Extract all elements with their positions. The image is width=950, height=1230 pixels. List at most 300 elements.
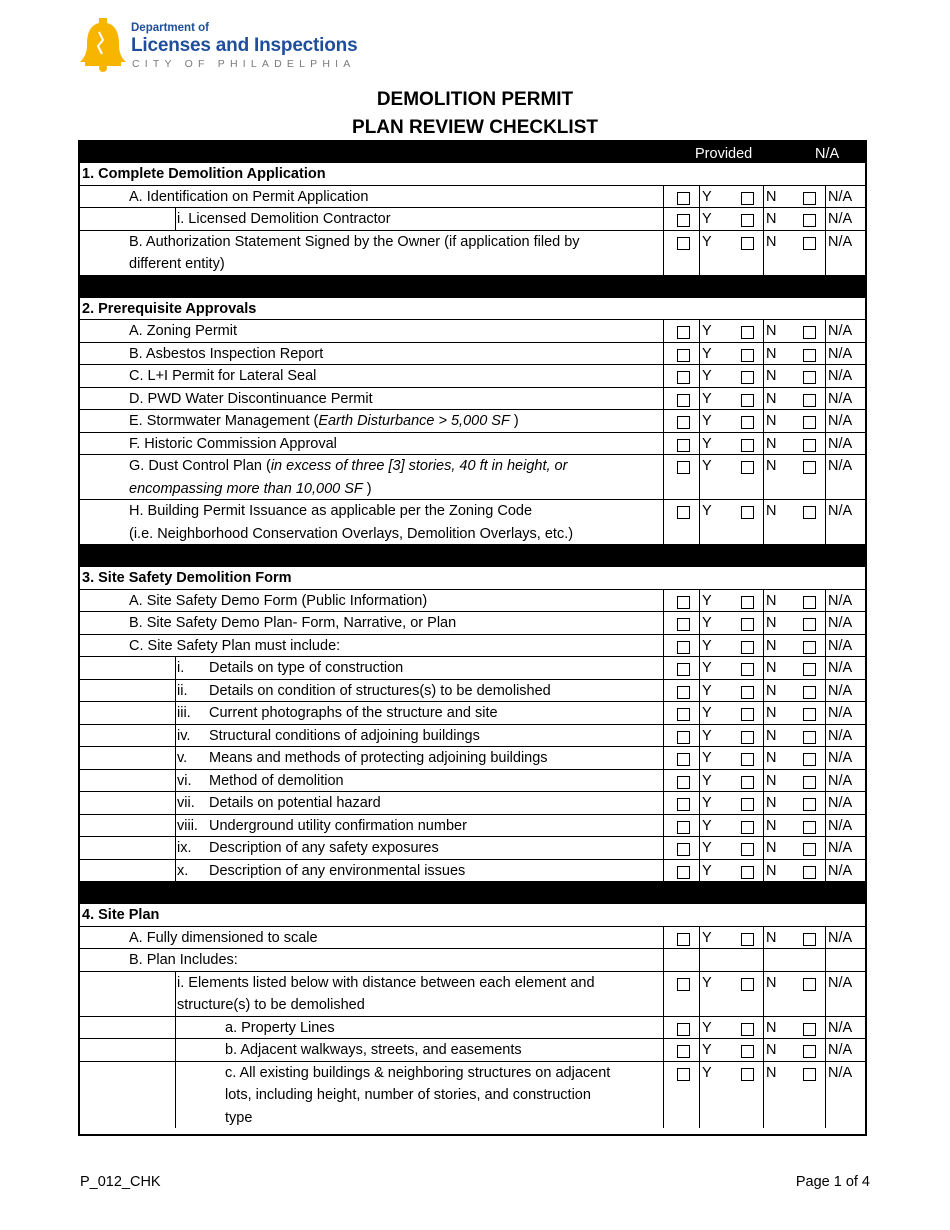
table-header xyxy=(80,142,865,162)
item-text: different entity) xyxy=(129,256,225,272)
checkbox-y[interactable] xyxy=(677,1045,690,1058)
column-rule xyxy=(699,971,700,1016)
checklist-item xyxy=(80,185,865,209)
column-rule xyxy=(825,971,826,1016)
item-text: Details on type of construction xyxy=(209,660,404,676)
checkbox-n[interactable] xyxy=(741,416,754,429)
checkbox-y[interactable] xyxy=(677,1023,690,1036)
checkbox-y[interactable] xyxy=(677,708,690,721)
checkbox-na[interactable] xyxy=(803,461,816,474)
checkbox-n[interactable] xyxy=(741,439,754,452)
column-rule xyxy=(763,769,764,792)
checkbox-y[interactable] xyxy=(677,416,690,429)
column-rule xyxy=(825,319,826,342)
column-rule xyxy=(699,589,700,612)
choice-label-n: N xyxy=(766,390,777,407)
choice-label-n: N xyxy=(766,458,777,474)
column-rule xyxy=(175,656,176,679)
choice-label-na: N/A xyxy=(828,1064,853,1081)
choice-label-n: N xyxy=(766,1019,777,1036)
checkbox-na[interactable] xyxy=(803,753,816,766)
choice-label-n: N xyxy=(766,413,777,429)
section-title: 1. Complete Demolition Application xyxy=(82,166,326,182)
choice-label-y: Y xyxy=(702,413,712,429)
checkbox-na[interactable] xyxy=(803,641,816,654)
checklist-item xyxy=(80,634,865,658)
item-text: Details on condition of structures(s) to be demolished xyxy=(209,682,551,699)
choice-label-na: N/A xyxy=(828,503,853,519)
choice-label-n: N xyxy=(766,817,777,834)
column-rule xyxy=(175,971,176,1016)
column-rule xyxy=(699,724,700,747)
checkbox-na[interactable] xyxy=(803,798,816,811)
choice-label-y: Y xyxy=(702,750,712,766)
choice-label-na: N/A xyxy=(828,660,853,676)
checkbox-y[interactable] xyxy=(677,349,690,362)
column-rule xyxy=(763,656,764,679)
checkbox-n[interactable] xyxy=(741,1045,754,1058)
column-rule xyxy=(663,814,664,837)
checkbox-na[interactable] xyxy=(803,686,816,699)
choice-label-na: N/A xyxy=(828,413,853,429)
choice-label-n: N xyxy=(766,862,777,879)
column-rule xyxy=(699,1016,700,1039)
choice-label-na: N/A xyxy=(828,862,853,879)
choice-label-na: N/A xyxy=(828,211,853,227)
checkbox-na[interactable] xyxy=(803,439,816,452)
column-rule xyxy=(699,634,700,657)
choice-label-n: N xyxy=(766,323,777,339)
checkbox-na[interactable] xyxy=(803,618,816,631)
checkbox-y[interactable] xyxy=(677,596,690,609)
liberty-bell-icon xyxy=(79,14,129,72)
item-text: A. Site Safety Demo Form (Public Information) xyxy=(129,592,428,609)
checkbox-y[interactable] xyxy=(677,933,690,946)
item-number: ix. xyxy=(177,840,192,856)
checkbox-na[interactable] xyxy=(803,708,816,721)
choice-label-y: Y xyxy=(702,1042,712,1058)
checkbox-n[interactable] xyxy=(741,798,754,811)
checkbox-n[interactable] xyxy=(741,776,754,789)
checkbox-y[interactable] xyxy=(677,753,690,766)
column-rule xyxy=(663,724,664,747)
choice-label-n: N xyxy=(766,727,777,744)
checklist-item xyxy=(80,948,865,972)
checkbox-n[interactable] xyxy=(741,821,754,834)
column-rule xyxy=(825,185,826,208)
checkbox-y[interactable] xyxy=(677,618,690,631)
item-text: Current photographs of the structure and site xyxy=(209,705,498,721)
column-rule xyxy=(763,499,764,544)
checklist-item xyxy=(80,499,865,545)
choice-label-y: Y xyxy=(702,435,712,452)
item-text: Structural conditions of adjoining buildings xyxy=(209,727,480,744)
column-rule xyxy=(175,814,176,837)
column-rule xyxy=(763,207,764,230)
checkbox-n[interactable] xyxy=(741,866,754,879)
checkbox-na[interactable] xyxy=(803,237,816,250)
checkbox-y[interactable] xyxy=(677,1068,690,1081)
checkbox-y[interactable] xyxy=(677,798,690,811)
column-rule xyxy=(699,1061,700,1129)
checkbox-n[interactable] xyxy=(741,686,754,699)
column-rule xyxy=(825,679,826,702)
column-rule xyxy=(175,746,176,769)
column-rule xyxy=(175,769,176,792)
choice-label-y: Y xyxy=(702,390,712,407)
checkbox-n[interactable] xyxy=(741,371,754,384)
choice-label-na: N/A xyxy=(828,817,853,834)
checkbox-y[interactable] xyxy=(677,461,690,474)
column-rule xyxy=(663,432,664,455)
checklist-item xyxy=(80,656,865,680)
checkbox-n[interactable] xyxy=(741,933,754,946)
choice-label-na: N/A xyxy=(828,750,853,766)
choice-label-y: Y xyxy=(702,929,712,946)
column-rule xyxy=(663,1016,664,1039)
choice-label-y: Y xyxy=(702,323,712,339)
column-rule xyxy=(663,185,664,208)
checklist-item xyxy=(80,1016,865,1040)
checkbox-n[interactable] xyxy=(741,349,754,362)
column-rule xyxy=(763,724,764,747)
checkbox-na[interactable] xyxy=(803,731,816,744)
column-rule xyxy=(699,319,700,342)
checkbox-y[interactable] xyxy=(677,214,690,227)
column-rule xyxy=(699,679,700,702)
item-text: c. All existing buildings & neighboring structures on adjacent xyxy=(225,1064,611,1081)
column-rule xyxy=(699,746,700,769)
checklist-item xyxy=(80,859,865,883)
column-rule xyxy=(663,319,664,342)
column-rule xyxy=(825,364,826,387)
item-text: A. Fully dimensioned to scale xyxy=(129,929,318,946)
item-text: a. Property Lines xyxy=(225,1019,335,1036)
column-rule xyxy=(175,207,176,230)
checkbox-n[interactable] xyxy=(741,708,754,721)
column-rule xyxy=(175,701,176,724)
checkbox-n[interactable] xyxy=(741,731,754,744)
choice-label-n: N xyxy=(766,750,777,766)
choice-label-y: Y xyxy=(702,727,712,744)
checkbox-n[interactable] xyxy=(741,192,754,205)
column-rule xyxy=(825,1061,826,1129)
item-text: C. Site Safety Plan must include: xyxy=(129,637,341,654)
checkbox-y[interactable] xyxy=(677,641,690,654)
checkbox-na[interactable] xyxy=(803,394,816,407)
item-text: encompassing more than 10,000 SF ) xyxy=(129,480,372,497)
column-rule xyxy=(663,701,664,724)
checklist-item xyxy=(80,1061,865,1130)
column-rule xyxy=(763,387,764,410)
checkbox-y[interactable] xyxy=(677,731,690,744)
checkbox-n[interactable] xyxy=(741,663,754,676)
section-heading xyxy=(80,903,865,927)
checkbox-na[interactable] xyxy=(803,371,816,384)
choice-label-y: Y xyxy=(702,637,712,654)
section-title: 2. Prerequisite Approvals xyxy=(82,300,257,317)
checkbox-n[interactable] xyxy=(741,214,754,227)
item-text: F. Historic Commission Approval xyxy=(129,435,337,452)
column-rule xyxy=(699,499,700,544)
header-provided: Provided xyxy=(695,146,753,162)
column-rule xyxy=(825,432,826,455)
checkbox-y[interactable] xyxy=(677,866,690,879)
section-heading xyxy=(80,566,865,590)
column-rule xyxy=(663,611,664,634)
checkbox-y[interactable] xyxy=(677,506,690,519)
checkbox-n[interactable] xyxy=(741,326,754,339)
item-text: H. Building Permit Issuance as applicable per the Zoning Code xyxy=(129,503,533,519)
checklist-item xyxy=(80,432,865,456)
checkbox-na[interactable] xyxy=(803,326,816,339)
column-rule xyxy=(175,836,176,859)
choice-label-y: Y xyxy=(702,1019,712,1036)
choice-label-n: N xyxy=(766,705,777,721)
checklist-item xyxy=(80,409,865,433)
choice-label-y: Y xyxy=(702,211,712,227)
checklist-item xyxy=(80,611,865,635)
choice-label-n: N xyxy=(766,1042,777,1058)
section-divider xyxy=(80,544,865,566)
choice-label-na: N/A xyxy=(828,390,853,407)
checkbox-n[interactable] xyxy=(741,237,754,250)
choice-label-na: N/A xyxy=(828,368,853,384)
column-rule xyxy=(663,454,664,499)
section-divider xyxy=(80,881,865,903)
column-rule xyxy=(763,1061,764,1129)
logo-dept-label: Department of xyxy=(131,22,209,34)
column-rule xyxy=(763,611,764,634)
column-rule xyxy=(825,387,826,410)
checkbox-n[interactable] xyxy=(741,843,754,856)
checklist-item xyxy=(80,724,865,748)
checkbox-y[interactable] xyxy=(677,821,690,834)
checkbox-na[interactable] xyxy=(803,1045,816,1058)
checkbox-n[interactable] xyxy=(741,596,754,609)
choice-label-n: N xyxy=(766,592,777,609)
item-text: B. Site Safety Demo Plan- Form, Narrative, or Plan xyxy=(129,615,457,631)
column-rule xyxy=(825,230,826,275)
checklist-item xyxy=(80,791,865,815)
logo-dept-name: Licenses and Inspections xyxy=(131,35,358,56)
choice-label-n: N xyxy=(766,503,777,519)
column-rule xyxy=(825,701,826,724)
column-rule xyxy=(763,319,764,342)
column-rule xyxy=(663,971,664,1016)
checkbox-n[interactable] xyxy=(741,506,754,519)
checkbox-y[interactable] xyxy=(677,776,690,789)
item-number: v. xyxy=(177,750,188,766)
checklist-item xyxy=(80,679,865,703)
column-rule xyxy=(763,185,764,208)
choice-label-n: N xyxy=(766,1064,777,1081)
checklist-item xyxy=(80,746,865,770)
column-rule xyxy=(699,656,700,679)
column-rule xyxy=(663,207,664,230)
checklist-item xyxy=(80,769,865,793)
checkbox-na[interactable] xyxy=(803,843,816,856)
column-rule xyxy=(663,499,664,544)
column-rule xyxy=(699,769,700,792)
item-text: D. PWD Water Discontinuance Permit xyxy=(129,390,373,407)
checkbox-na[interactable] xyxy=(803,978,816,991)
checkbox-na[interactable] xyxy=(803,596,816,609)
checkbox-na[interactable] xyxy=(803,506,816,519)
column-rule xyxy=(825,454,826,499)
choice-label-y: Y xyxy=(702,615,712,631)
checklist-item xyxy=(80,926,865,950)
checkbox-y[interactable] xyxy=(677,326,690,339)
checkbox-n[interactable] xyxy=(741,753,754,766)
column-rule xyxy=(763,701,764,724)
form-id: P_012_CHK xyxy=(80,1174,161,1190)
checkbox-y[interactable] xyxy=(677,978,690,991)
column-rule xyxy=(175,859,176,882)
item-text: A. Identification on Permit Application xyxy=(129,188,369,205)
column-rule xyxy=(663,1038,664,1061)
checkbox-na[interactable] xyxy=(803,663,816,676)
item-text: A. Zoning Permit xyxy=(129,323,237,339)
choice-label-y: Y xyxy=(702,592,712,609)
checkbox-y[interactable] xyxy=(677,394,690,407)
item-text: G. Dust Control Plan (in excess of three [3] stories, 40 ft in height, or xyxy=(129,458,568,474)
checkbox-n[interactable] xyxy=(741,394,754,407)
column-rule xyxy=(825,499,826,544)
choice-label-n: N xyxy=(766,233,777,250)
form-subtitle: PLAN REVIEW CHECKLIST xyxy=(352,117,598,138)
column-rule xyxy=(663,409,664,432)
choice-label-na: N/A xyxy=(828,615,853,631)
choice-label-na: N/A xyxy=(828,727,853,744)
column-rule xyxy=(699,342,700,365)
choice-label-na: N/A xyxy=(828,840,853,856)
checkbox-na[interactable] xyxy=(803,933,816,946)
column-rule xyxy=(663,859,664,882)
checkbox-y[interactable] xyxy=(677,371,690,384)
choice-label-y: Y xyxy=(702,772,712,789)
checkbox-na[interactable] xyxy=(803,416,816,429)
column-rule xyxy=(763,971,764,1016)
choice-label-na: N/A xyxy=(828,458,853,474)
column-rule xyxy=(825,791,826,814)
item-text: lots, including height, number of stories, and construction xyxy=(225,1087,591,1103)
item-number: ii. xyxy=(177,682,188,699)
column-rule xyxy=(825,589,826,612)
form-title: DEMOLITION PERMIT xyxy=(376,89,574,110)
checkbox-na[interactable] xyxy=(803,1023,816,1036)
checklist-item xyxy=(80,814,865,838)
item-text: Details on potential hazard xyxy=(209,795,381,811)
column-rule xyxy=(763,634,764,657)
column-rule xyxy=(825,814,826,837)
choice-label-na: N/A xyxy=(828,1042,853,1058)
checkbox-na[interactable] xyxy=(803,776,816,789)
column-rule xyxy=(699,364,700,387)
checkbox-y[interactable] xyxy=(677,237,690,250)
item-text: B. Plan Includes: xyxy=(129,952,238,968)
checkbox-na[interactable] xyxy=(803,192,816,205)
column-rule xyxy=(663,230,664,275)
column-rule xyxy=(763,230,764,275)
item-number: iv. xyxy=(177,727,191,744)
column-rule xyxy=(175,679,176,702)
column-rule xyxy=(825,611,826,634)
checkbox-n[interactable] xyxy=(741,978,754,991)
section-title: 3. Site Safety Demolition Form xyxy=(82,570,292,586)
choice-label-na: N/A xyxy=(828,772,853,789)
column-rule xyxy=(699,185,700,208)
item-number: viii. xyxy=(177,817,198,834)
checkbox-n[interactable] xyxy=(741,1023,754,1036)
checkbox-y[interactable] xyxy=(677,843,690,856)
column-rule xyxy=(663,769,664,792)
section-title: 4. Site Plan xyxy=(82,907,160,923)
choice-label-na: N/A xyxy=(828,637,853,654)
choice-label-na: N/A xyxy=(828,705,853,721)
checkbox-y[interactable] xyxy=(677,192,690,205)
column-rule xyxy=(699,1038,700,1061)
checkbox-y[interactable] xyxy=(677,663,690,676)
choice-label-y: Y xyxy=(702,817,712,834)
column-rule xyxy=(663,679,664,702)
checkbox-y[interactable] xyxy=(677,686,690,699)
choice-label-n: N xyxy=(766,929,777,946)
choice-label-y: Y xyxy=(702,840,712,856)
choice-label-y: Y xyxy=(702,682,712,699)
checkbox-na[interactable] xyxy=(803,349,816,362)
column-rule xyxy=(699,814,700,837)
item-number: vi. xyxy=(177,772,192,789)
checkbox-n[interactable] xyxy=(741,641,754,654)
choice-label-n: N xyxy=(766,211,777,227)
choice-label-y: Y xyxy=(702,705,712,721)
choice-label-n: N xyxy=(766,368,777,384)
checkbox-na[interactable] xyxy=(803,821,816,834)
checkbox-na[interactable] xyxy=(803,866,816,879)
column-rule xyxy=(175,791,176,814)
choice-label-na: N/A xyxy=(828,592,853,609)
column-rule xyxy=(663,836,664,859)
checkbox-y[interactable] xyxy=(677,439,690,452)
checklist-item xyxy=(80,701,865,725)
choice-label-y: Y xyxy=(702,458,712,474)
checkbox-na[interactable] xyxy=(803,214,816,227)
column-rule xyxy=(699,701,700,724)
item-text: Description of any environmental issues xyxy=(209,862,466,879)
choice-label-n: N xyxy=(766,660,777,676)
checkbox-n[interactable] xyxy=(741,461,754,474)
choice-label-na: N/A xyxy=(828,233,853,250)
column-rule xyxy=(175,724,176,747)
checkbox-n[interactable] xyxy=(741,618,754,631)
checkbox-na[interactable] xyxy=(803,1068,816,1081)
checkbox-n[interactable] xyxy=(741,1068,754,1081)
checklist-item xyxy=(80,589,865,613)
item-number: iii. xyxy=(177,705,191,721)
item-text: Method of demolition xyxy=(209,772,344,789)
checklist-item xyxy=(80,454,865,500)
choice-label-na: N/A xyxy=(828,323,853,339)
choice-label-y: Y xyxy=(702,503,712,519)
column-rule xyxy=(825,746,826,769)
column-rule xyxy=(175,1016,176,1039)
column-rule xyxy=(663,342,664,365)
checklist-item xyxy=(80,836,865,860)
column-rule xyxy=(699,791,700,814)
checklist-item xyxy=(80,1038,865,1062)
column-rule xyxy=(763,791,764,814)
